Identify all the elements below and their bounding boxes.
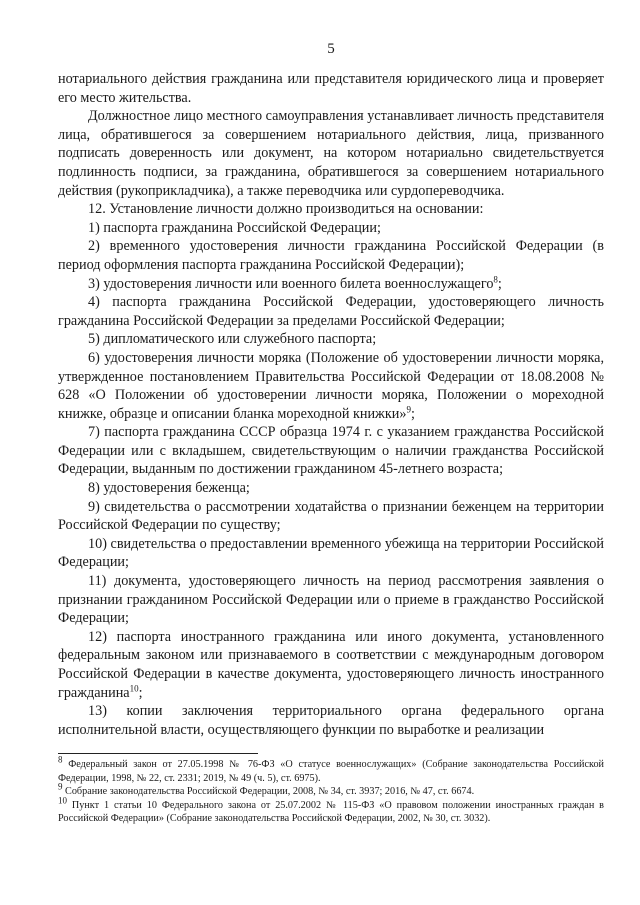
paragraph [58, 200, 604, 219]
paragraph [58, 498, 604, 535]
paragraph-text: 9) свидетельства о рассмотрении ходатайства о признании беженцем на территории Российской Федерации по существу; [58, 498, 604, 534]
paragraph-text: 8) удостоверения беженца; [88, 480, 250, 497]
paragraph [58, 479, 604, 498]
paragraph [58, 275, 604, 294]
paragraph-text: 3) удостоверения личности или военного билета военнослужащего [88, 275, 494, 292]
footnote [58, 795, 604, 826]
footnote-number: 10 [58, 795, 67, 806]
paragraph [58, 349, 604, 423]
paragraph [58, 330, 604, 349]
footnote-number: 9 [58, 781, 63, 792]
paragraph [58, 702, 604, 739]
footnote-ref: 9 [406, 403, 411, 414]
paragraph [58, 628, 604, 702]
paragraph-text: 7) паспорта гражданина СССР образца 1974 г. с указанием гражданства Российской Федерации или с вкладышем, свидетельствующим о наличии гражданства Российской Федерации, выданным по достижении гражданином 45-летнего возраста; [58, 424, 604, 478]
footnotes [58, 754, 604, 825]
footnote-text: Собрание законодательства Российской Федерации, 2008, № 34, ст. 3937; 2016, № 47, ст. 6674. [62, 786, 475, 798]
body-text [58, 70, 604, 739]
paragraph-text: 5) дипломатического или служебного паспорта; [88, 331, 377, 348]
footnote-separator [58, 753, 258, 754]
paragraph-text: 4) паспорта гражданина Российской Федерации, удостоверяющего личность гражданина Российской Федерации за пределами Российской Федерации; [58, 294, 604, 329]
footnote [58, 754, 604, 785]
paragraph [58, 572, 604, 628]
footnote-number: 8 [58, 754, 63, 765]
paragraph [58, 293, 604, 330]
paragraph-tail: ; [138, 684, 143, 701]
paragraph [58, 107, 604, 200]
paragraph-text: 6) удостоверения личности моряка (Положение об удостоверении личности моряка, утвержденное постановлением Правительства Российской Федерации от 18.08.2008 № 628 «О Положении об удостоверении личности моряка, Положении о мореходной книжке, образце и описании бланка мореходной книжки» [58, 349, 604, 422]
paragraph-text: 1) паспорта гражданина Российской Федерации; [88, 219, 381, 236]
paragraph-tail: ; [410, 405, 415, 422]
paragraph [58, 237, 604, 274]
paragraph-text: 13) копии заключения территориального органа федерального органа исполнительной власти, осуществляющего функции по выработке и реализации [58, 703, 604, 738]
paragraph [58, 70, 604, 107]
paragraph-text: Должностное лицо местного самоуправления устанавливает личность представителя лица, обратившегося за совершением нотариального действия, лица, призванного подписать доверенность или документ, на котором нотариально свидетельствуется подлинность подписи, за гражданина, обратившегося за совершением нотариального действия (рукоприкладчика), а также переводчика или сурдопереводчика. [58, 108, 604, 199]
footnote-ref: 10 [129, 682, 139, 693]
paragraph-text: 10) свидетельства о предоставлении временного убежища на территории Российской Федерации; [58, 535, 604, 571]
paragraph [58, 535, 604, 572]
footnote-text: Федеральный закон от 27.05.1998 № 76-ФЗ «О статусе военнослужащих» (Собрание законодательства Российской Федерации, 1998, № 22, ст. 2331; 2019, № 49 (ч. 5), ст. 6975). [58, 759, 604, 784]
paragraph-text: 11) документа, удостоверяющего личность на период рассмотрения заявления о признании гражданином Российской Федерации или о приеме в гражданство Российской Федерации; [58, 573, 604, 627]
paragraph-text: нотариального действия гражданина или представителя юридического лица и проверяет его место жительства. [58, 71, 604, 106]
footnote [58, 781, 604, 798]
footnote-text: Пункт 1 статьи 10 Федерального закона от 25.07.2002 № 115-ФЗ «О правовом положении иностранных граждан в Российской Федерации» (Собрание законодательства Российской Федерации, 2002, № 30, ст. 3032). [58, 799, 604, 824]
page-number: 5 [327, 41, 335, 57]
paragraph [58, 423, 604, 479]
footnote-ref: 8 [493, 273, 498, 284]
paragraph-text: 2) временного удостоверения личности гражданина Российской Федерации (в период оформления паспорта гражданина Российской Федерации); [58, 238, 604, 273]
paragraph-text: 12. Установление личности должно производиться на основании: [88, 201, 484, 218]
paragraph [58, 219, 604, 238]
paragraph-tail: ; [497, 275, 502, 292]
paragraph-text: 12) паспорта иностранного гражданина или иного документа, установленного федеральным законом или признаваемого в соответствии с международным договором Российской Федерации в качестве документа, удостоверяющего личность иностранного гражданина [58, 628, 604, 701]
